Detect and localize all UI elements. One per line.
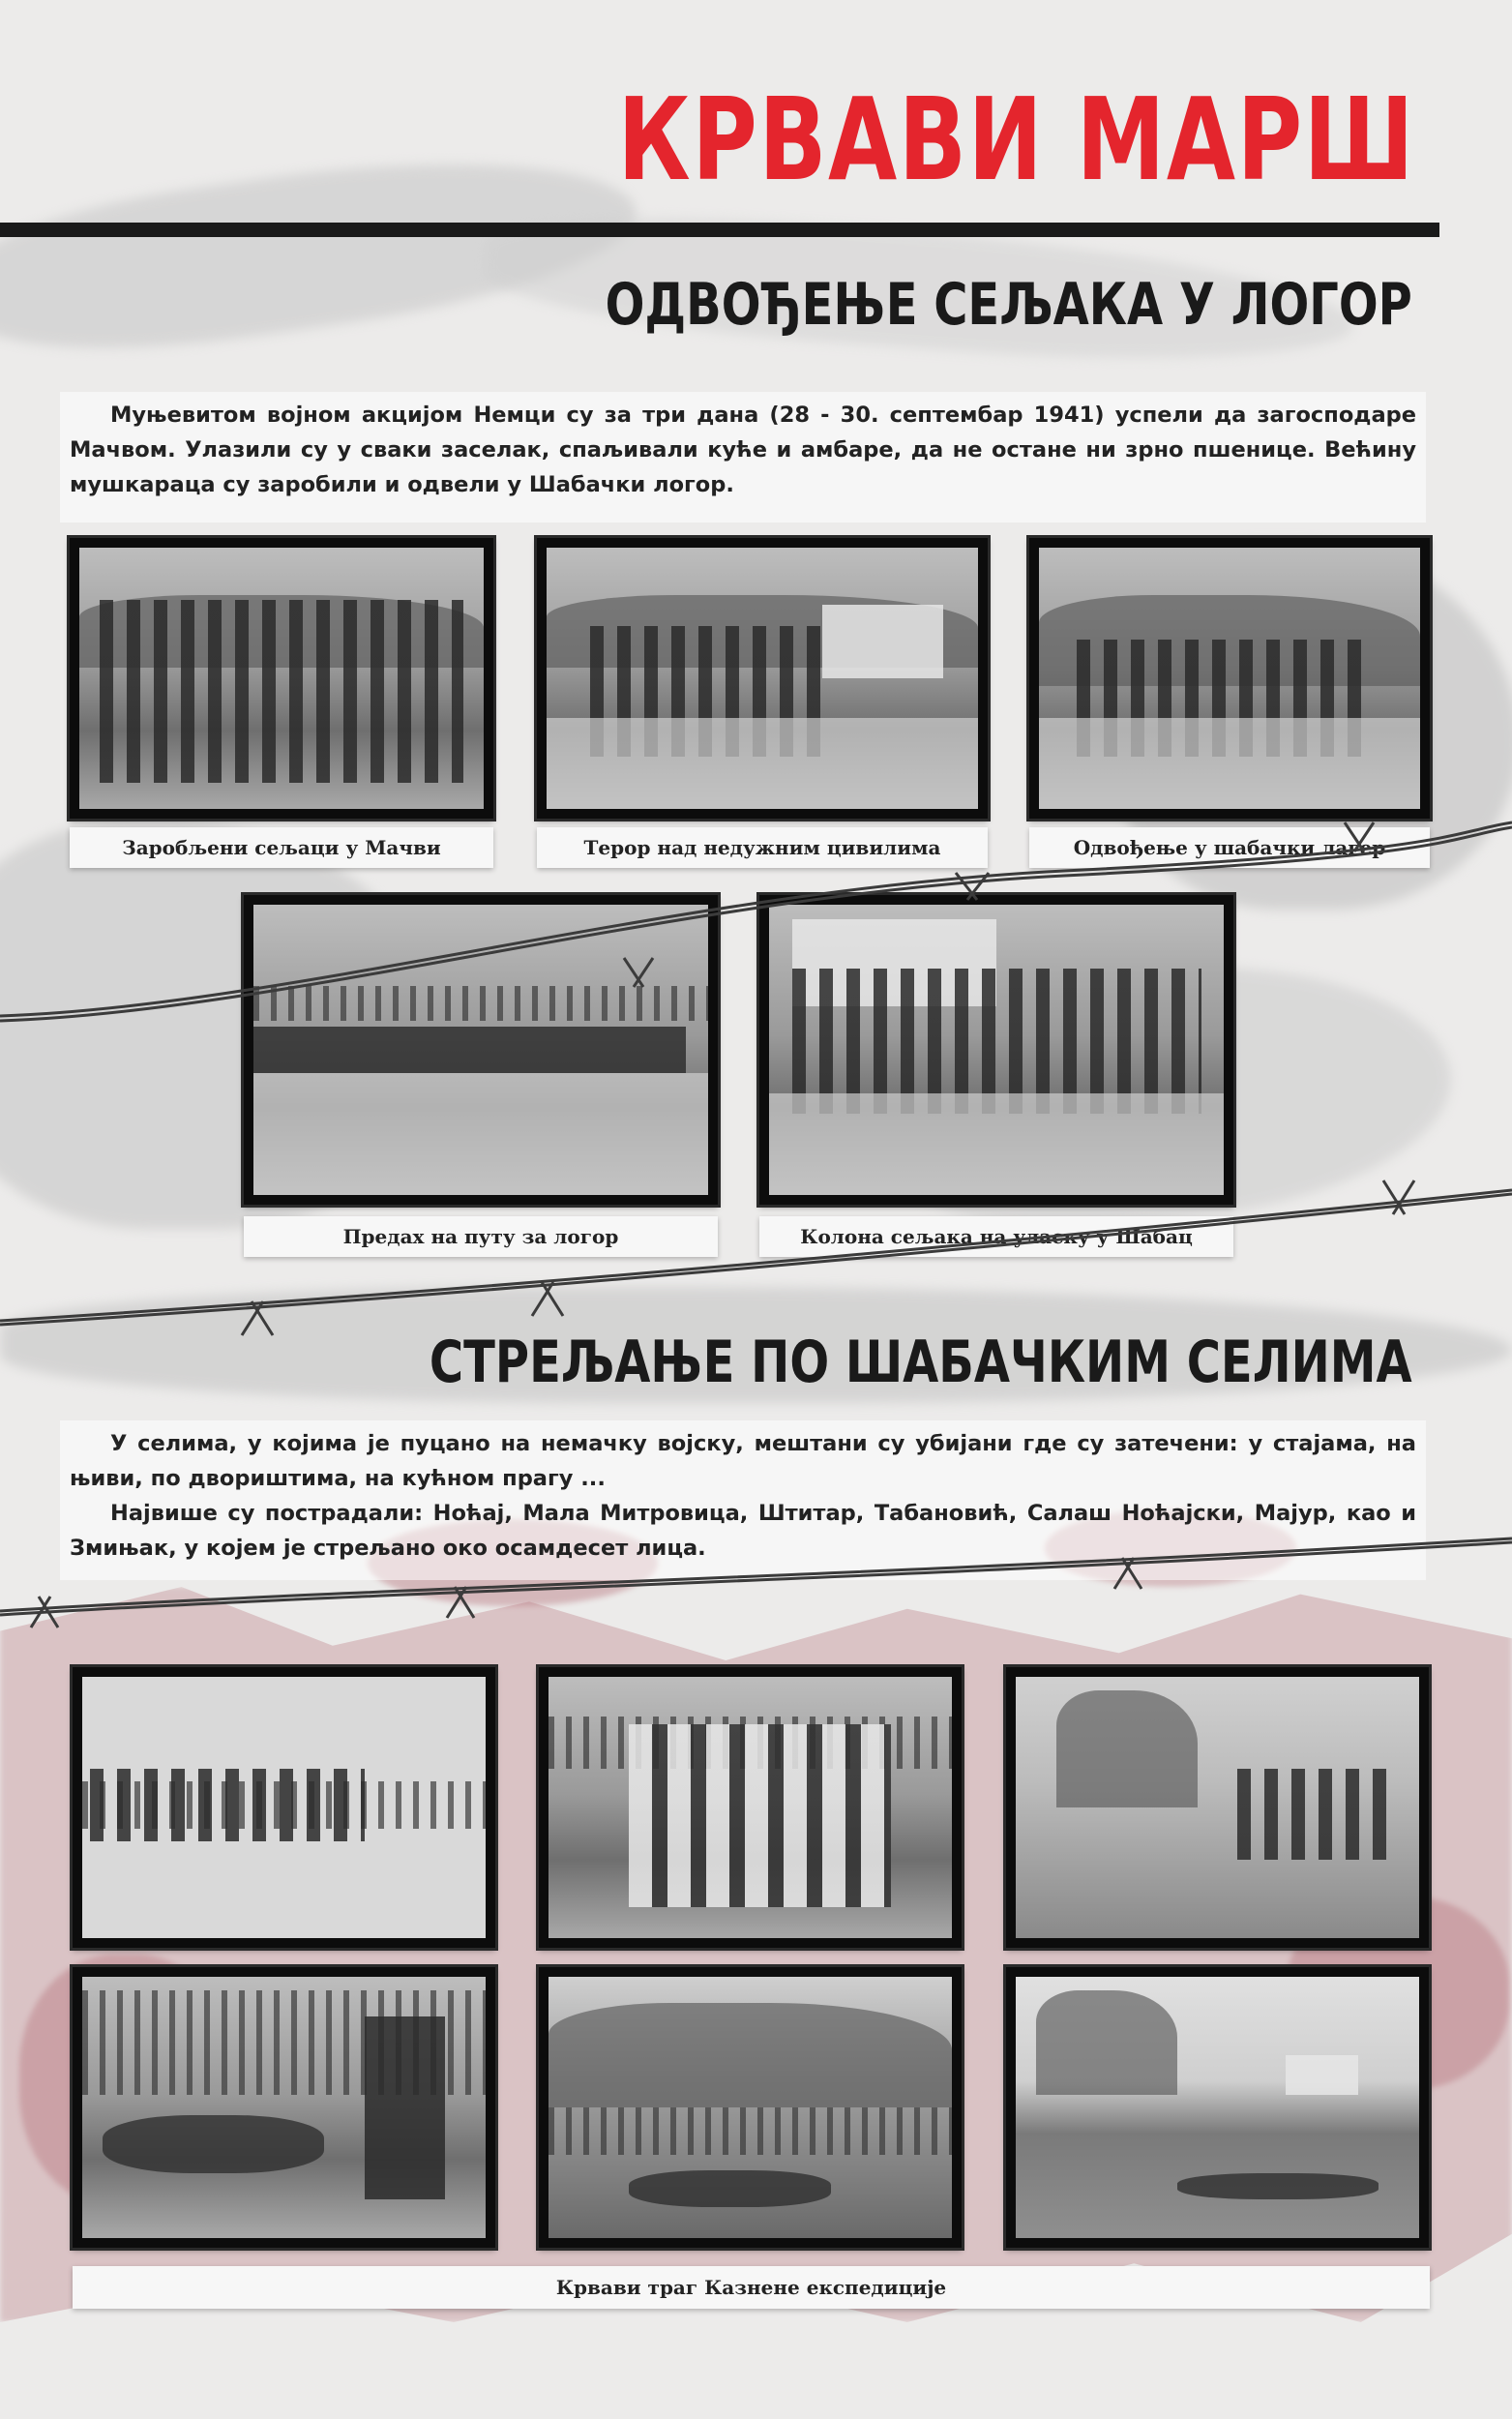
caption-rest-on-road: Предах на путу за логор [244, 1216, 718, 1257]
photo-column-entering-sabac [759, 895, 1233, 1205]
photo-captured-peasants [70, 538, 493, 819]
caption-taken-to-camp: Одвођење у шабачки лагер [1029, 827, 1430, 868]
photo-bodies-on-road [1006, 1967, 1429, 2248]
photo-execution-field [1006, 1667, 1429, 1948]
photo-rest-on-road [244, 895, 718, 1205]
photo-civilians-detained [539, 1667, 962, 1948]
photo-terror-civilians [537, 538, 988, 819]
photo-taken-to-camp [1029, 538, 1430, 819]
photo-soldier-over-bodies [73, 1967, 495, 2248]
executions-paragraph-2: Највише су пострадали: Ноћај, Мала Митровица, Штитар, Табановић, Салаш Ноћајски, Мајур, као и Змињак, у којем је стрељано око осамдесет лица. [70, 1501, 1416, 1561]
caption-bloody-trail: Крвави траг Казнене експедиције [73, 2266, 1430, 2309]
caption-terror-civilians: Терор над недужним цивилима [537, 827, 988, 868]
section2-text [60, 1420, 1426, 1580]
section-heading-executions: СТРЕЉАЊЕ ПО ШАБАЧКИМ СЕЛИМА [430, 1329, 1412, 1396]
caption-column-entering-sabac: Колона сељака на уласку у Шабац [759, 1216, 1233, 1257]
intro-paragraph: Муњевитом војном акцијом Немци су за три дана (28 - 30. септембар 1941) успели да загосподаре Мачвом. Улазили су у сваки заселак, спаљивали куће и амбаре, да не остане ни зрно пшенице. Већину мушкараца су заробили и одвели у Шабачки логор. [70, 403, 1416, 497]
caption-captured-peasants: Заробљени сељаци у Мачви [70, 827, 493, 868]
title-rule [0, 223, 1439, 237]
section-heading-deportation: ОДВОЂЕЊЕ СЕЉАКА У ЛОГОР [605, 271, 1412, 339]
photo-firing-squad [73, 1667, 495, 1948]
executions-paragraph-1: У селима, у којима је пуцано на немачку војску, мештани су убијани где су затечени: у стајама, на њиви, по двориштима, на кућном прагу ... [70, 1431, 1416, 1491]
poster-title: КРВАВИ МАРШ [617, 73, 1415, 206]
photo-bodies-by-fence [539, 1967, 962, 2248]
section-intro-text [60, 392, 1426, 523]
